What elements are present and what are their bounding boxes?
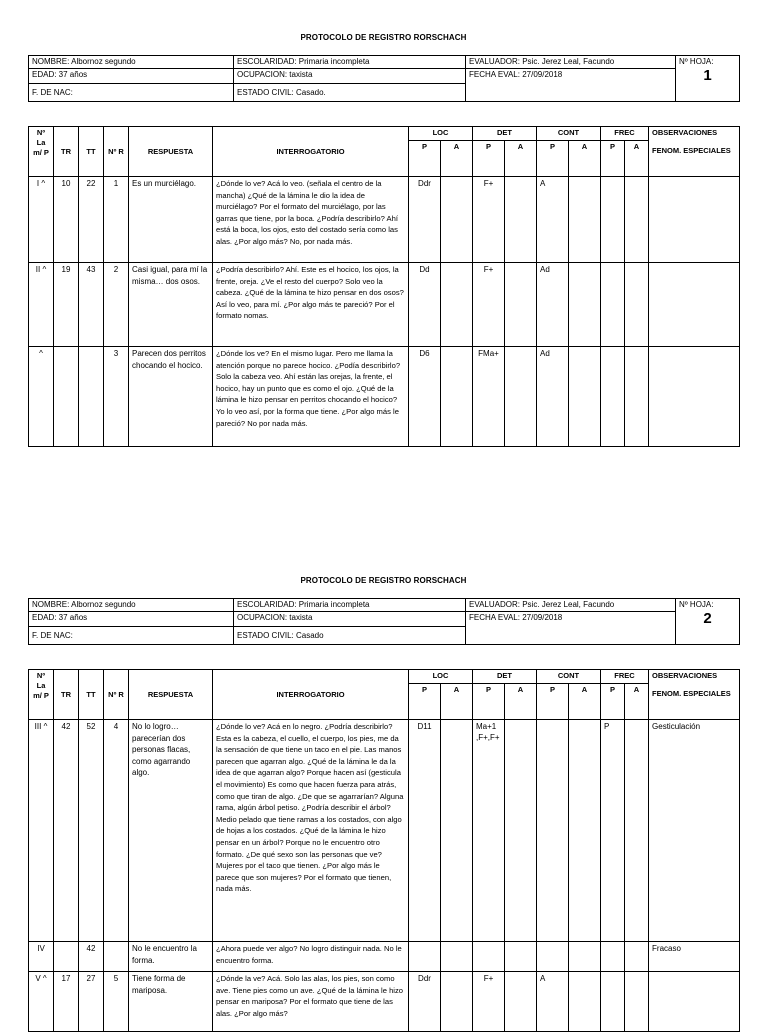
fenom-label: FENOM. ESPECIALES (652, 146, 731, 155)
cell-cont-a (569, 942, 601, 972)
det-a: A (505, 141, 537, 177)
cell-respuesta: Casi igual, para mí la misma… dos osos. (129, 263, 213, 347)
frec-p: P (601, 141, 625, 177)
table-row (29, 347, 740, 447)
cell-frec-p (601, 347, 625, 447)
cell-cont-p: A (537, 972, 569, 1032)
cont-a: A (569, 141, 601, 177)
cell-cont-a (569, 263, 601, 347)
cell-loc-p: D6 (409, 347, 441, 447)
col-tr: TR (54, 670, 79, 720)
table-row (29, 263, 740, 347)
det-a: A (505, 684, 537, 720)
loc-a: A (441, 141, 473, 177)
cont-p: P (537, 684, 569, 720)
cell-loc-a (441, 942, 473, 972)
cell-frec-p (601, 263, 625, 347)
cell-tr: 10 (54, 177, 79, 263)
cell-cont-a (569, 177, 601, 263)
cell-frec-p (601, 972, 625, 1032)
cell-lamina: II ^ (29, 263, 54, 347)
cell-interrogatorio: ¿Dónde los ve? En el mismo lugar. Pero me llama la atención porque no parece hocico. ¿Podía describirlo? Solo la cabeza veo. Ahí están las orejas, la frente, el hocico, hay un punto que es como el ojo. ¿Qué de la lámina le hizo pensar en perritos chocando el hocico? Yo lo veo así, por la forma que tiene. ¿Por algo más le pareció? No por nada más. (213, 347, 409, 447)
cell-interrogatorio: ¿Ahora puede ver algo? No logro distinguir nada. No le encuentro forma. (213, 942, 409, 972)
sheet-title: PROTOCOLO DE REGISTRO RORSCHACH (300, 576, 467, 585)
patient-header (28, 55, 740, 102)
cell-cont-p (537, 720, 569, 942)
cell-tr: 19 (54, 263, 79, 347)
cell-loc-p: Dd (409, 263, 441, 347)
cell-tr: 42 (54, 720, 79, 942)
cell-nr: 4 (104, 720, 129, 942)
loc-a: A (441, 684, 473, 720)
frec-a: A (625, 141, 649, 177)
cell-det-a (505, 720, 537, 942)
cell-frec-a (625, 720, 649, 942)
cell-cont-p (537, 942, 569, 972)
cell-det-p (473, 942, 505, 972)
cell-det-p: Ma+1 ,F+,F+ (473, 720, 505, 942)
cell-cont-p: A (537, 177, 569, 263)
cell-respuesta: Es un murciélago. (129, 177, 213, 263)
cell-lamina: IV (29, 942, 54, 972)
col-lamina: Nº La m/ P (29, 670, 54, 720)
col-tt: TT (79, 670, 104, 720)
cell-det-a (505, 942, 537, 972)
fnac-field: F. DE NAC: (29, 627, 234, 645)
fnac-field: F. DE NAC: (29, 84, 234, 102)
cell-observaciones: Fracaso (649, 942, 740, 972)
frec-a: A (625, 684, 649, 720)
col-cont: CONT (537, 670, 601, 684)
ocupacion-field: OCUPACION: taxista (234, 69, 466, 84)
table-row (29, 177, 740, 263)
cell-observaciones (649, 177, 740, 263)
nombre-field: NOMBRE: Albornoz segundo (29, 56, 234, 69)
col-tr: TR (54, 127, 79, 177)
cell-nr: 5 (104, 972, 129, 1032)
cell-tt: 42 (79, 942, 104, 972)
cell-nr: 2 (104, 263, 129, 347)
responses-table (28, 126, 740, 447)
cell-lamina: V ^ (29, 972, 54, 1032)
frec-p: P (601, 684, 625, 720)
cell-det-a (505, 177, 537, 263)
cell-loc-p: D11 (409, 720, 441, 942)
cell-respuesta: Parecen dos perritos chocando el hocico. (129, 347, 213, 447)
col-frec: FREC (601, 670, 649, 684)
cell-loc-a (441, 263, 473, 347)
cell-frec-a (625, 347, 649, 447)
cell-frec-a (625, 263, 649, 347)
table-row (29, 942, 740, 972)
cell-loc-p: Ddr (409, 972, 441, 1032)
cell-observaciones (649, 972, 740, 1032)
cell-frec-p (601, 942, 625, 972)
col-det: DET (473, 127, 537, 141)
col-interrogatorio: INTERROGATORIO (213, 127, 409, 177)
col-tt: TT (79, 127, 104, 177)
fecha-eval-field: FECHA EVAL: 27/09/2018 (466, 69, 676, 102)
cell-interrogatorio: ¿Dónde lo ve? Acá en lo negro. ¿Podría describirlo? Esta es la cabeza, el cuello, el cuerpo, los pies, me da la sensación de que tiene un taco en el pie. Las manos parecen que agarran algo. ¿Qué de la lámina le da la idea de que agarran algo? Porque hacen así (gesticula el movimiento) Es como que hacen fuerza para atrás, como que tiran de algo. ¿De que se agarrarían? Alguna rama, algún árbol petiso. ¿Podría describir el árbol? Medio pelado que tiene ramas a los costados, con algo de hojas a los costados. ¿Qué de la lámina le hizo pensar en un árbol? Porque no le encuentro otro formato. ¿De qué sexo son las personas que ve? Mujeres por el taco que tienen. ¿Por algo más le parece que son mujeres? Por el formato que tienen, nada más. (213, 720, 409, 942)
cell-tt: 27 (79, 972, 104, 1032)
cell-tr: 17 (54, 972, 79, 1032)
cell-det-p: FMa+ (473, 347, 505, 447)
col-frec: FREC (601, 127, 649, 141)
hoja-cell (676, 56, 740, 102)
cell-tt: 52 (79, 720, 104, 942)
cell-loc-a (441, 347, 473, 447)
cell-interrogatorio: ¿Dónde lo ve? Acá lo veo. (señala el centro de la mancha) ¿Qué de la lámina le dio la idea de murciélago? Por el formato del murciélago, por las garras que tiene, por la boca. ¿Podría describirlo? Ahí está la boca, los ojos, esto del costado sería como las alas. ¿Por algo más? No, por nada más. (213, 177, 409, 263)
cell-respuesta: No le encuentro la forma. (129, 942, 213, 972)
cell-observaciones (649, 263, 740, 347)
cell-cont-a (569, 347, 601, 447)
col-nr: Nº R (104, 670, 129, 720)
evaluador-field: EVALUADOR: Psic. Jerez Leal, Facundo (466, 56, 676, 69)
cell-det-p: F+ (473, 972, 505, 1032)
col-observaciones (649, 127, 740, 177)
cell-cont-p: Ad (537, 347, 569, 447)
edad-field: EDAD: 37 años (29, 69, 234, 84)
table-row (29, 972, 740, 1032)
cell-respuesta: No lo logro… parecerían dos personas flacas, como agarrando algo. (129, 720, 213, 942)
col-loc: LOC (409, 127, 473, 141)
loc-p: P (409, 141, 441, 177)
ocupacion-field: OCUPACION: taxista (234, 612, 466, 627)
cell-frec-p (601, 177, 625, 263)
col-det: DET (473, 670, 537, 684)
cell-det-a (505, 347, 537, 447)
col-lamina: Nº La m/ P (29, 127, 54, 177)
cell-cont-a (569, 720, 601, 942)
cell-tr (54, 942, 79, 972)
cell-interrogatorio: ¿Podría describirlo? Ahí. Este es el hocico, los ojos, la frente, oreja. ¿Ve el resto del cuerpo? Solo veo la cabeza. ¿Qué de la lámina te hizo pensar en dos osos? Así lo veo, para mí. ¿Por algo más te pareció? Por el formato nomas. (213, 263, 409, 347)
table-row (29, 720, 740, 942)
hoja-label: Nº HOJA: (679, 600, 714, 609)
estado-civil-field: ESTADO CIVIL: Casado (234, 627, 466, 645)
cell-tt (79, 347, 104, 447)
cell-cont-p: Ad (537, 263, 569, 347)
det-p: P (473, 684, 505, 720)
cont-a: A (569, 684, 601, 720)
cell-respuesta: Tiene forma de mariposa. (129, 972, 213, 1032)
cell-det-a (505, 263, 537, 347)
cell-observaciones: Gesticulación (649, 720, 740, 942)
col-respuesta: RESPUESTA (129, 127, 213, 177)
cell-frec-a (625, 177, 649, 263)
fecha-eval-field: FECHA EVAL: 27/09/2018 (466, 612, 676, 645)
hoja-number: 2 (703, 610, 712, 627)
cell-tr (54, 347, 79, 447)
cell-det-p: F+ (473, 263, 505, 347)
col-respuesta: RESPUESTA (129, 670, 213, 720)
cell-frec-a (625, 972, 649, 1032)
col-nr: Nº R (104, 127, 129, 177)
cell-interrogatorio: ¿Dónde la ve? Acá. Solo las alas, los pies, son como ave. Tiene pies como un ave. ¿Qué de la lámina le hizo pensar en mariposa? Por el formato que tiene de las alas. ¿Por algo más? (213, 972, 409, 1032)
hoja-number: 1 (703, 67, 712, 84)
cell-loc-a (441, 972, 473, 1032)
cell-loc-a (441, 720, 473, 942)
cell-det-a (505, 972, 537, 1032)
observaciones-label: OBSERVACIONES (652, 128, 718, 137)
cell-loc-p (409, 942, 441, 972)
cell-frec-p: P (601, 720, 625, 942)
fenom-label: FENOM. ESPECIALES (652, 689, 731, 698)
observaciones-label: OBSERVACIONES (652, 671, 718, 680)
cont-p: P (537, 141, 569, 177)
col-cont: CONT (537, 127, 601, 141)
hoja-label: Nº HOJA: (679, 57, 714, 66)
det-p: P (473, 141, 505, 177)
cell-nr (104, 942, 129, 972)
loc-p: P (409, 684, 441, 720)
cell-frec-a (625, 942, 649, 972)
cell-loc-a (441, 177, 473, 263)
cell-cont-a (569, 972, 601, 1032)
edad-field: EDAD: 37 años (29, 612, 234, 627)
estado-civil-field: ESTADO CIVIL: Casado. (234, 84, 466, 102)
col-loc: LOC (409, 670, 473, 684)
nombre-field: NOMBRE: Albornoz segundo (29, 599, 234, 612)
escolaridad-field: ESCOLARIDAD: Primaria incompleta (234, 599, 466, 612)
escolaridad-field: ESCOLARIDAD: Primaria incompleta (234, 56, 466, 69)
patient-header (28, 598, 740, 645)
cell-lamina: III ^ (29, 720, 54, 942)
responses-table (28, 669, 740, 1032)
cell-tt: 22 (79, 177, 104, 263)
evaluador-field: EVALUADOR: Psic. Jerez Leal, Facundo (466, 599, 676, 612)
cell-lamina: I ^ (29, 177, 54, 263)
cell-lamina: ^ (29, 347, 54, 447)
cell-loc-p: Ddr (409, 177, 441, 263)
cell-det-p: F+ (473, 177, 505, 263)
cell-tt: 43 (79, 263, 104, 347)
sheet-title: PROTOCOLO DE REGISTRO RORSCHACH (300, 33, 467, 42)
cell-nr: 1 (104, 177, 129, 263)
cell-observaciones (649, 347, 740, 447)
hoja-cell (676, 599, 740, 645)
col-observaciones (649, 670, 740, 720)
col-interrogatorio: INTERROGATORIO (213, 670, 409, 720)
cell-nr: 3 (104, 347, 129, 447)
